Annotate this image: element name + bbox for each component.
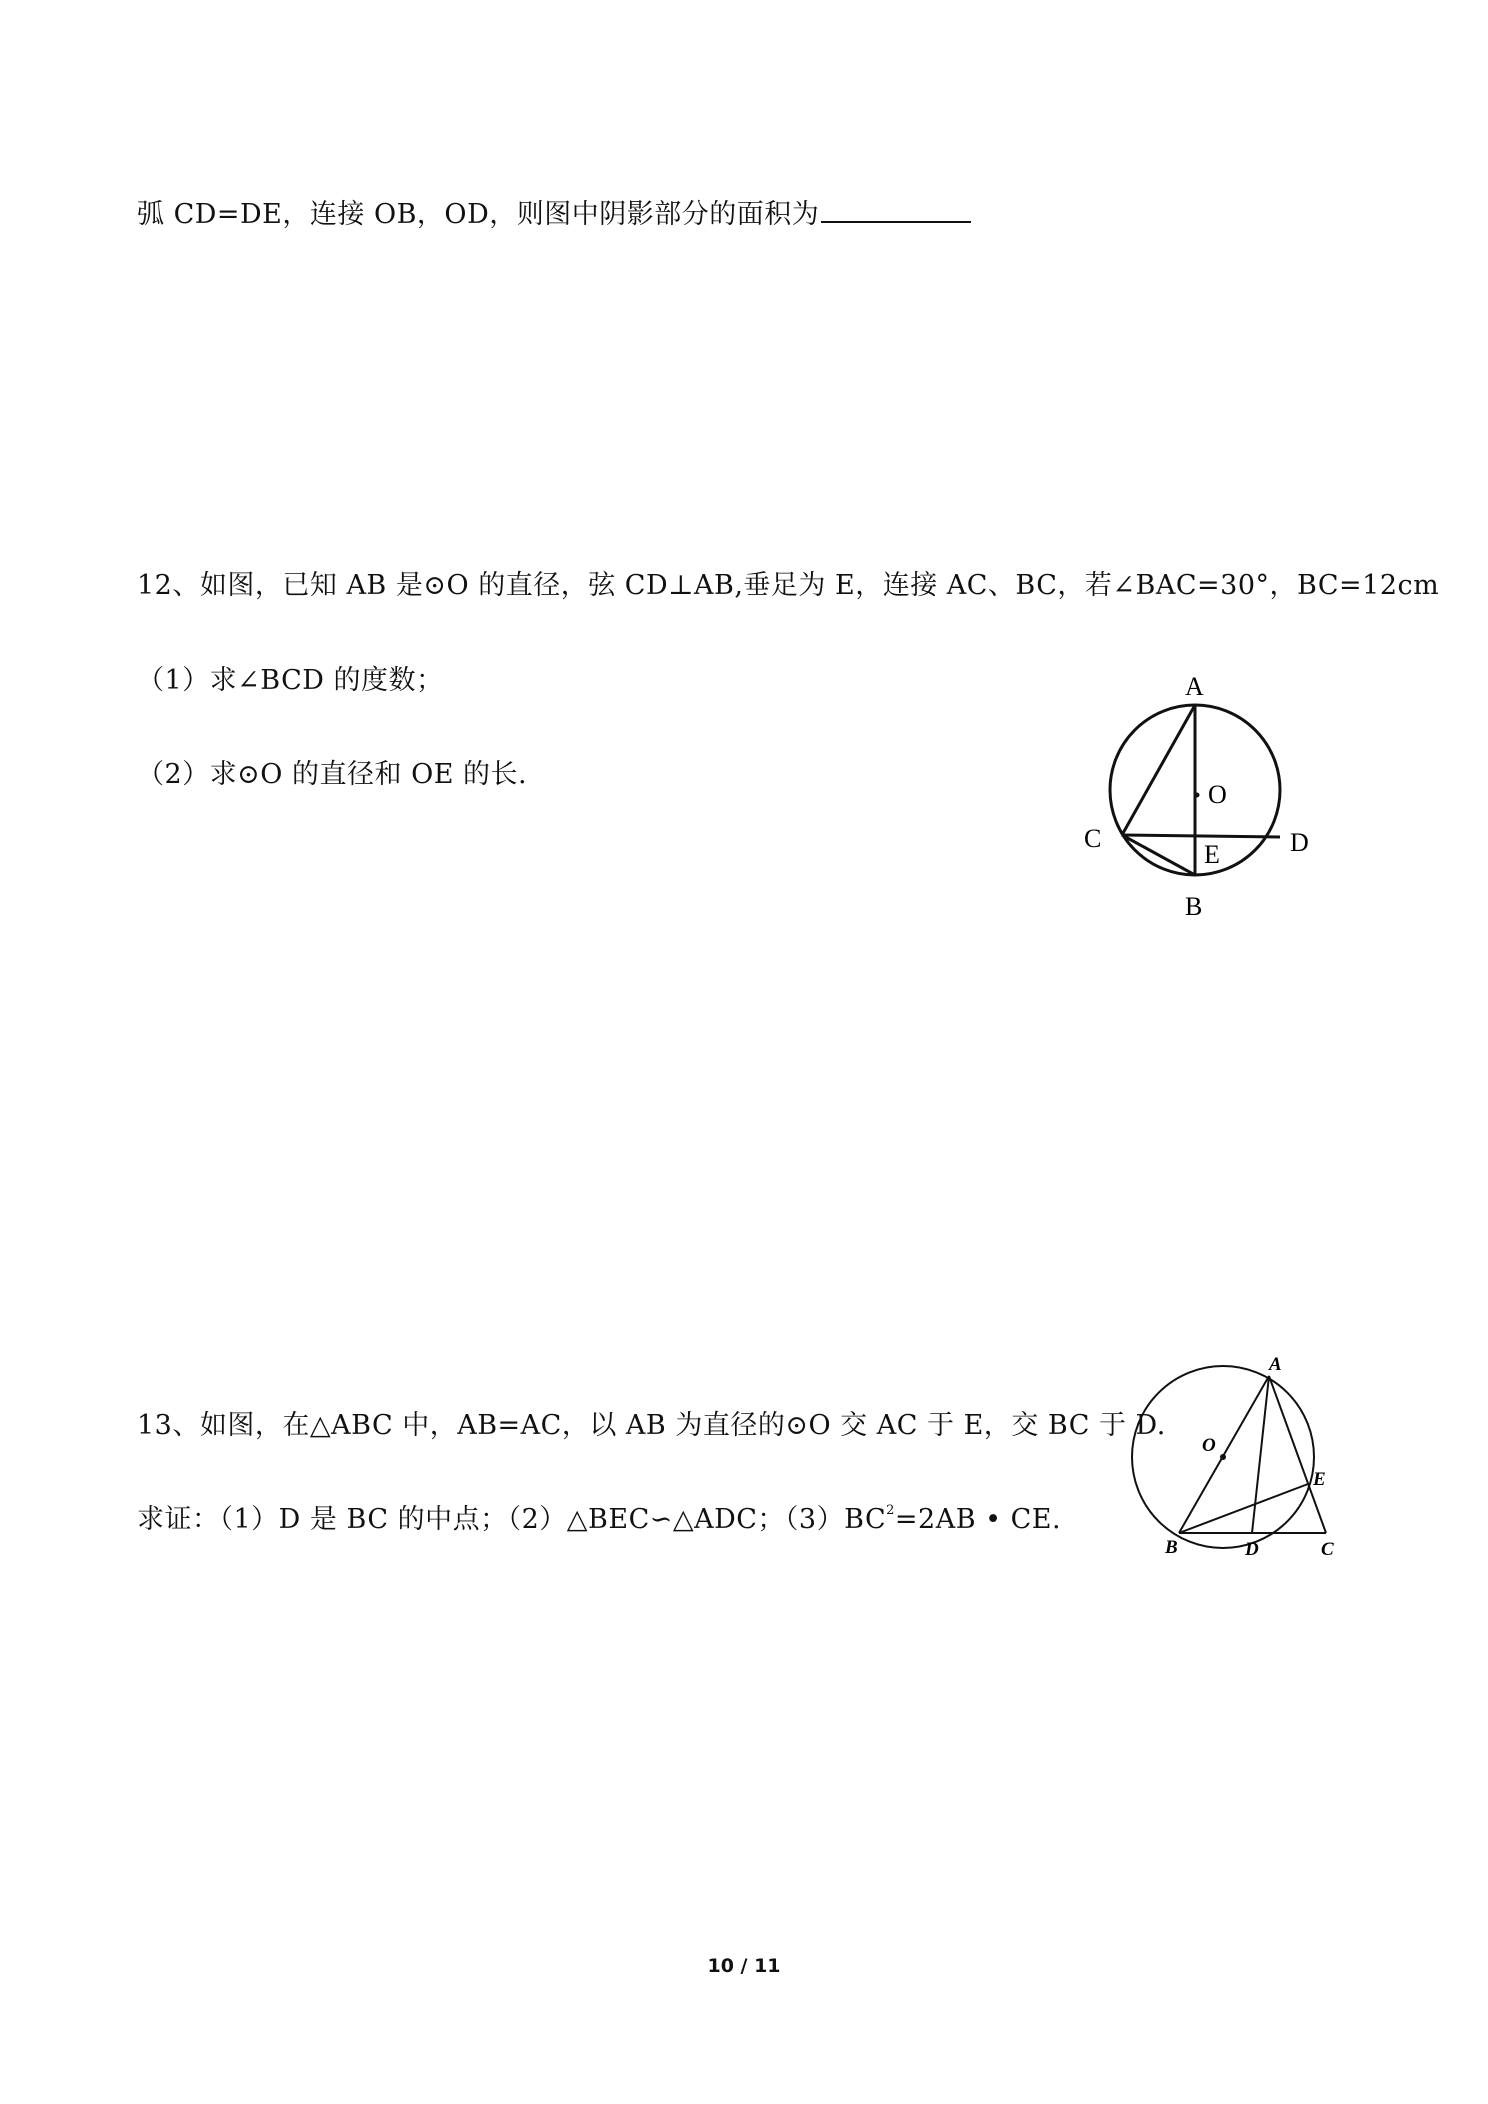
q12-part2: （2）求⊙O 的直径和 OE 的长. [137, 759, 528, 790]
q12-label-o: O [1208, 780, 1227, 809]
q11-tail-line [137, 192, 971, 231]
q12-part1: （1）求∠BCD 的度数； [137, 665, 444, 696]
q13-proof-superscript: 2 [886, 1503, 895, 1518]
q13-label-e: E [1313, 1469, 1326, 1490]
q13-label-a: A [1269, 1354, 1282, 1375]
q12-figure [1080, 665, 1330, 925]
q12-segment-bc [1122, 835, 1195, 875]
q12-segment-ac [1122, 705, 1195, 835]
q13-label-d: D [1245, 1539, 1259, 1560]
q13-stem: 13、如图，在△ABC 中，AB=AC，以 AB 为直径的⊙O 交 AC 于 E，交 BC 于 D. [137, 1410, 1166, 1441]
q12-label-c: C [1084, 824, 1102, 853]
q11-tail-text: 弧 CD=DE，连接 OB，OD，则图中阴影部分的面积为 [137, 199, 820, 230]
answer-blank [821, 199, 971, 223]
q13-label-b: B [1165, 1537, 1178, 1558]
q13-segment-be [1179, 1484, 1308, 1533]
q13-label-c: C [1321, 1539, 1334, 1560]
q13-figure [1120, 1350, 1380, 1580]
q12-center-dot [1195, 793, 1200, 798]
q12-label-d: D [1290, 828, 1309, 857]
q12-label-b: B [1185, 892, 1203, 921]
q12-label-e: E [1204, 840, 1220, 869]
q12-label-a: A [1185, 672, 1204, 701]
q13-proof [137, 1497, 1061, 1536]
q13-proof-prefix: 求证：（1）D 是 BC 的中点；（2）△BEC∽△ADC；（3）BC [137, 1504, 887, 1535]
q13-label-o: O [1202, 1435, 1216, 1456]
q12-stem: 12、如图，已知 AB 是⊙O 的直径，弦 CD⊥AB,垂足为 E，连接 AC、BC，若∠BAC=30°，BC=12cm [137, 570, 1440, 601]
q13-center-dot [1220, 1454, 1226, 1460]
q13-proof-suffix: =2AB • CE. [894, 1504, 1062, 1535]
page-number: 10 / 11 [707, 1955, 781, 1977]
q12-chord-cd [1122, 835, 1280, 837]
